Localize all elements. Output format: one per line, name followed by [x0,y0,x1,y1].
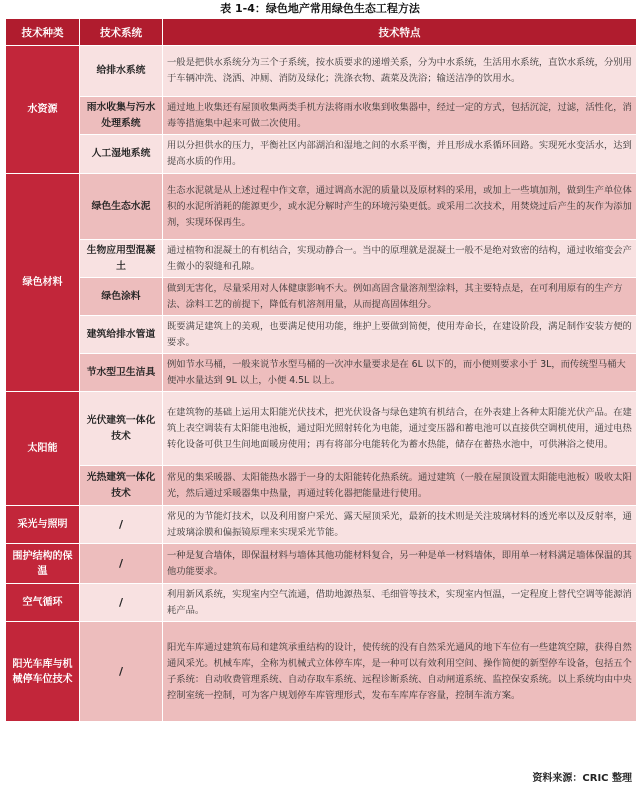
system-cell: / [80,506,163,544]
feature-cell: 在建筑物的基础上运用太阳能光伏技术，把光伏设备与绿色建筑有机结合，在外表建上各种太阳能光伏产品。在建筑上表空调装有太阳能电池板，通过阳光照射转化为电能，通过变压器和蓄电池可以直接供空调机使用，通过电热转化设备可供卫生间地面暖房使用；再有将部分电能转化为蓄水热能，储存在蓄热水池中，可供淋浴之使用。 [163,392,637,466]
feature-cell: 例如节水马桶，一般来说节水型马桶的一次冲水量要求是在 6L 以下的，而小便则要求小于 3L，而传统型马桶大便冲水量达到 9L 以上，小便 4.5L 以上。 [163,354,637,392]
system-cell: / [80,622,163,722]
table-row [6,97,637,135]
category-air: 空气循环 [6,584,80,622]
category-lighting: 采光与照明 [6,506,80,544]
table-row [6,278,637,316]
feature-cell: 生态水泥就是从上述过程中作文章，通过调高水泥的质量以及原材料的采用，或加上一些填加剂，做到生产单位体积的水泥所消耗的能源更少，或水泥分解时产生的环境污染更低。或采用二次技术，用焚烧过后产生的灰作为添加剂，实现环保再生。 [163,174,637,240]
system-cell: 给排水系统 [80,46,163,97]
table-row [6,544,637,584]
feature-cell: 用以分担供水的压力，平衡社区内部湖泊和湿地之间的水系平衡，并且形成水系循环回路。实现死水变活水，达到提高水质的作用。 [163,135,637,174]
system-cell: 绿色生态水泥 [80,174,163,240]
table-title: 表 1-4：绿色地产常用绿色生态工程方法 [220,2,420,15]
system-cell: 绿色涂料 [80,278,163,316]
system-cell: 节水型卫生洁具 [80,354,163,392]
table-row [6,466,637,506]
table-row [6,506,637,544]
table-row [6,622,637,722]
feature-cell: 通过地上收集还有屋顶收集两类手机方法将雨水收集到收集器中，经过一定的方式，包括沉淀，过滤，活性化，消毒等措施集中起来可做二次使用。 [163,97,637,135]
table-header-row [6,19,637,46]
source-note: 资料来源：CRIC 整理 [532,773,632,784]
feature-cell: 一般是把供水系统分为三个子系统，按水质要求的递增关系，分为中水系统，生活用水系统，直饮水系统，分别用于车辆冲洗、浇洒、冲厕、消防及绿化；洗涤衣物、蔬菜及洗浴；输送洁净的饮用水。 [163,46,637,97]
feature-cell: 做到无害化，尽量采用对人体健康影响不大。例如高固含量溶剂型涂料，其主要特点是，在可利用原有的生产方法、涂料工艺的前提下，降低有机溶剂用量，从而提高固体组分。 [163,278,637,316]
system-cell: 生物应用型混凝土 [80,240,163,278]
feature-cell: 阳光车库通过建筑布局和建筑承重结构的设计，使传统的没有自然采光通风的地下车位有一些建筑空隙，获得自然通风采光。机械车库，全称为机械式立体停车库，是一种可以有效利用空间、操作简便的新型停车设备，包括五个子系统：自动收费管理系统、自动存取车系统、远程诊断系统、自动闸道系统、监控保安系统。以上系统均由中央控制室统一控制，可为客户规划停车库管理形式，发布车库库存容量，控制车流方案。 [163,622,637,722]
category-material: 绿色材料 [6,174,80,392]
feature-cell: 既要满足建筑上的美观，也要满足使用功能，维护上要做到简便，使用寿命长，在建设阶段，满足制作安装方便的要求。 [163,316,637,354]
table-row [6,316,637,354]
system-cell: / [80,544,163,584]
feature-cell: 利用新风系统，实现室内空气流通，借助地源热泵、毛细管等技术，实现室内恒温，一定程度上替代空调等能源消耗产品。 [163,584,637,622]
system-cell: 雨水收集与污水处理系统 [80,97,163,135]
green-ecology-table [5,18,637,722]
category-solar: 太阳能 [6,392,80,506]
table-row [6,46,637,97]
feature-cell: 常见的集采暖器、太阳能热水器于一身的太阳能转化热系统。通过建筑（一般在屋顶设置太阳能电池板）吸收太阳光，然后通过采暖器集中热量，再通过转化器把能量进行使用。 [163,466,637,506]
table-row [6,174,637,240]
header-tech-feature: 技术特点 [163,19,637,46]
category-envelope: 围护结构的保温 [6,544,80,584]
table-row [6,135,637,174]
system-cell: 光热建筑一体化技术 [80,466,163,506]
table-row [6,584,637,622]
category-garage: 阳光车库与机械停车位技术 [6,622,80,722]
feature-cell: 一种是复合墙体，即保温材料与墙体其他功能材料复合，另一种是单一材料墙体，即用单一材料满足墙体保温的其他功能要求。 [163,544,637,584]
header-tech-category: 技术种类 [6,19,80,46]
category-water: 水资源 [6,46,80,174]
system-cell: 人工湿地系统 [80,135,163,174]
feature-cell: 通过植物和混凝土的有机结合，实现动静合一。当中的原理就是混凝土一般不是绝对致密的结构，通过收缩变会产生微小的裂缝和孔隙。 [163,240,637,278]
table-row [6,240,637,278]
table-row [6,354,637,392]
system-cell: 建筑给排水管道 [80,316,163,354]
feature-cell: 常见的为节能灯技术，以及利用窗户采光、露天屋顶采光，最新的技术则是关注玻璃材料的透光率以及反射率，通过玻璃涂膜和偏振镜原理来实现采光节能。 [163,506,637,544]
system-cell: / [80,584,163,622]
system-cell: 光伏建筑一体化技术 [80,392,163,466]
table-row [6,392,637,466]
header-tech-system: 技术系统 [80,19,163,46]
